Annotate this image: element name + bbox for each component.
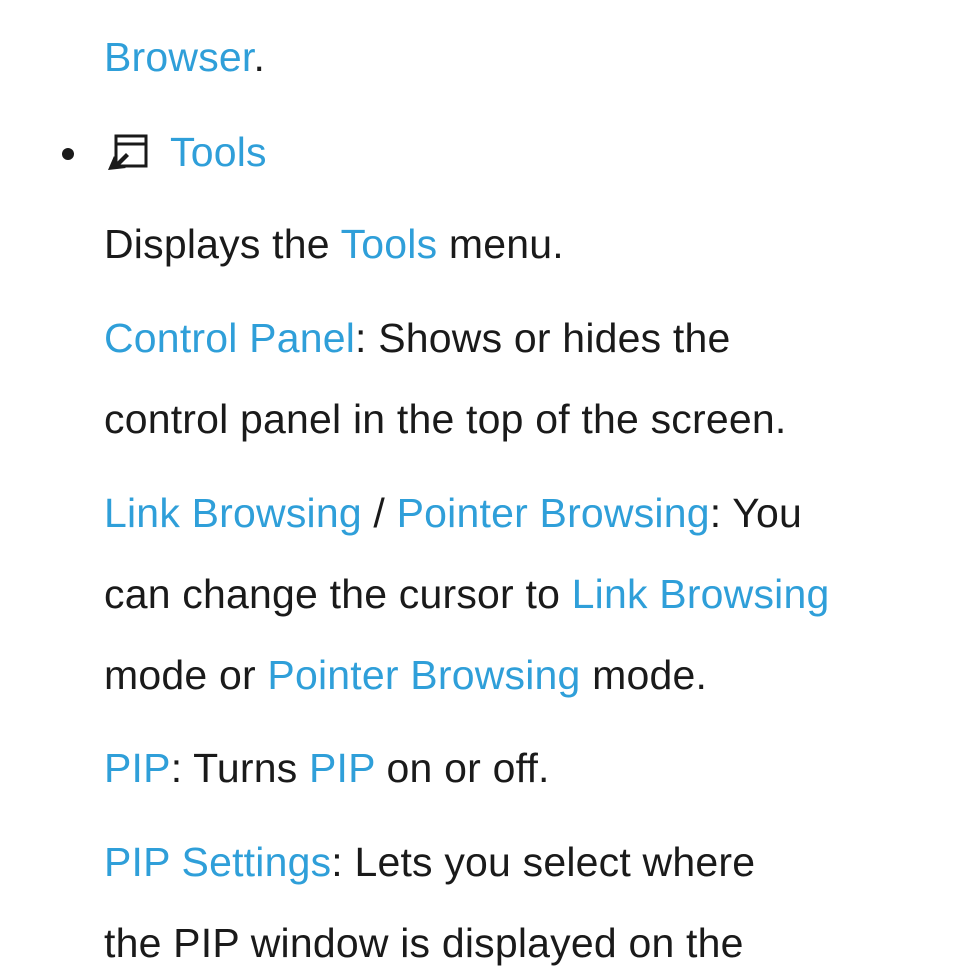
line-displays-tools (104, 220, 564, 268)
text: / (361, 490, 397, 536)
text: control panel in the top of the screen. (104, 396, 787, 442)
browser-term: Browser (104, 34, 254, 80)
text: : Lets you select where (331, 839, 756, 885)
line-browser (104, 33, 265, 81)
line-control-panel-cont (104, 395, 786, 443)
line-pip-settings (104, 838, 755, 886)
line-link-browsing-end (104, 651, 707, 699)
text: the PIP window is displayed on the (104, 920, 744, 966)
pip-settings-term: PIP Settings (104, 839, 332, 885)
tools-term: Tools (340, 221, 438, 267)
text: can change the cursor to (104, 571, 572, 617)
text: mode. (580, 652, 708, 698)
bullet (62, 148, 74, 160)
text: . (253, 34, 266, 80)
tools-heading: Tools (170, 129, 267, 175)
text: : Shows or hides the (355, 315, 731, 361)
line-pip (104, 744, 550, 792)
pip-term: PIP (104, 745, 171, 791)
pip-term: PIP (309, 745, 375, 791)
link-browsing-term: Link Browsing (571, 571, 830, 617)
text: on or off. (374, 745, 550, 791)
line-control-panel (104, 314, 731, 362)
text: Displays the (104, 221, 341, 267)
control-panel-term: Control Panel (104, 315, 356, 361)
line-link-browsing-cont (104, 570, 830, 618)
text: mode or (104, 652, 268, 698)
line-pip-settings-cont (104, 919, 744, 967)
pointer-browsing-term: Pointer Browsing (396, 490, 710, 536)
text: menu. (437, 221, 564, 267)
link-browsing-term: Link Browsing (104, 490, 362, 536)
text: : Turns (170, 745, 310, 791)
line-tools-heading (104, 128, 267, 176)
tools-icon (104, 132, 150, 172)
line-link-browsing (104, 489, 802, 537)
pointer-browsing-term: Pointer Browsing (267, 652, 581, 698)
text: : You (709, 490, 802, 536)
